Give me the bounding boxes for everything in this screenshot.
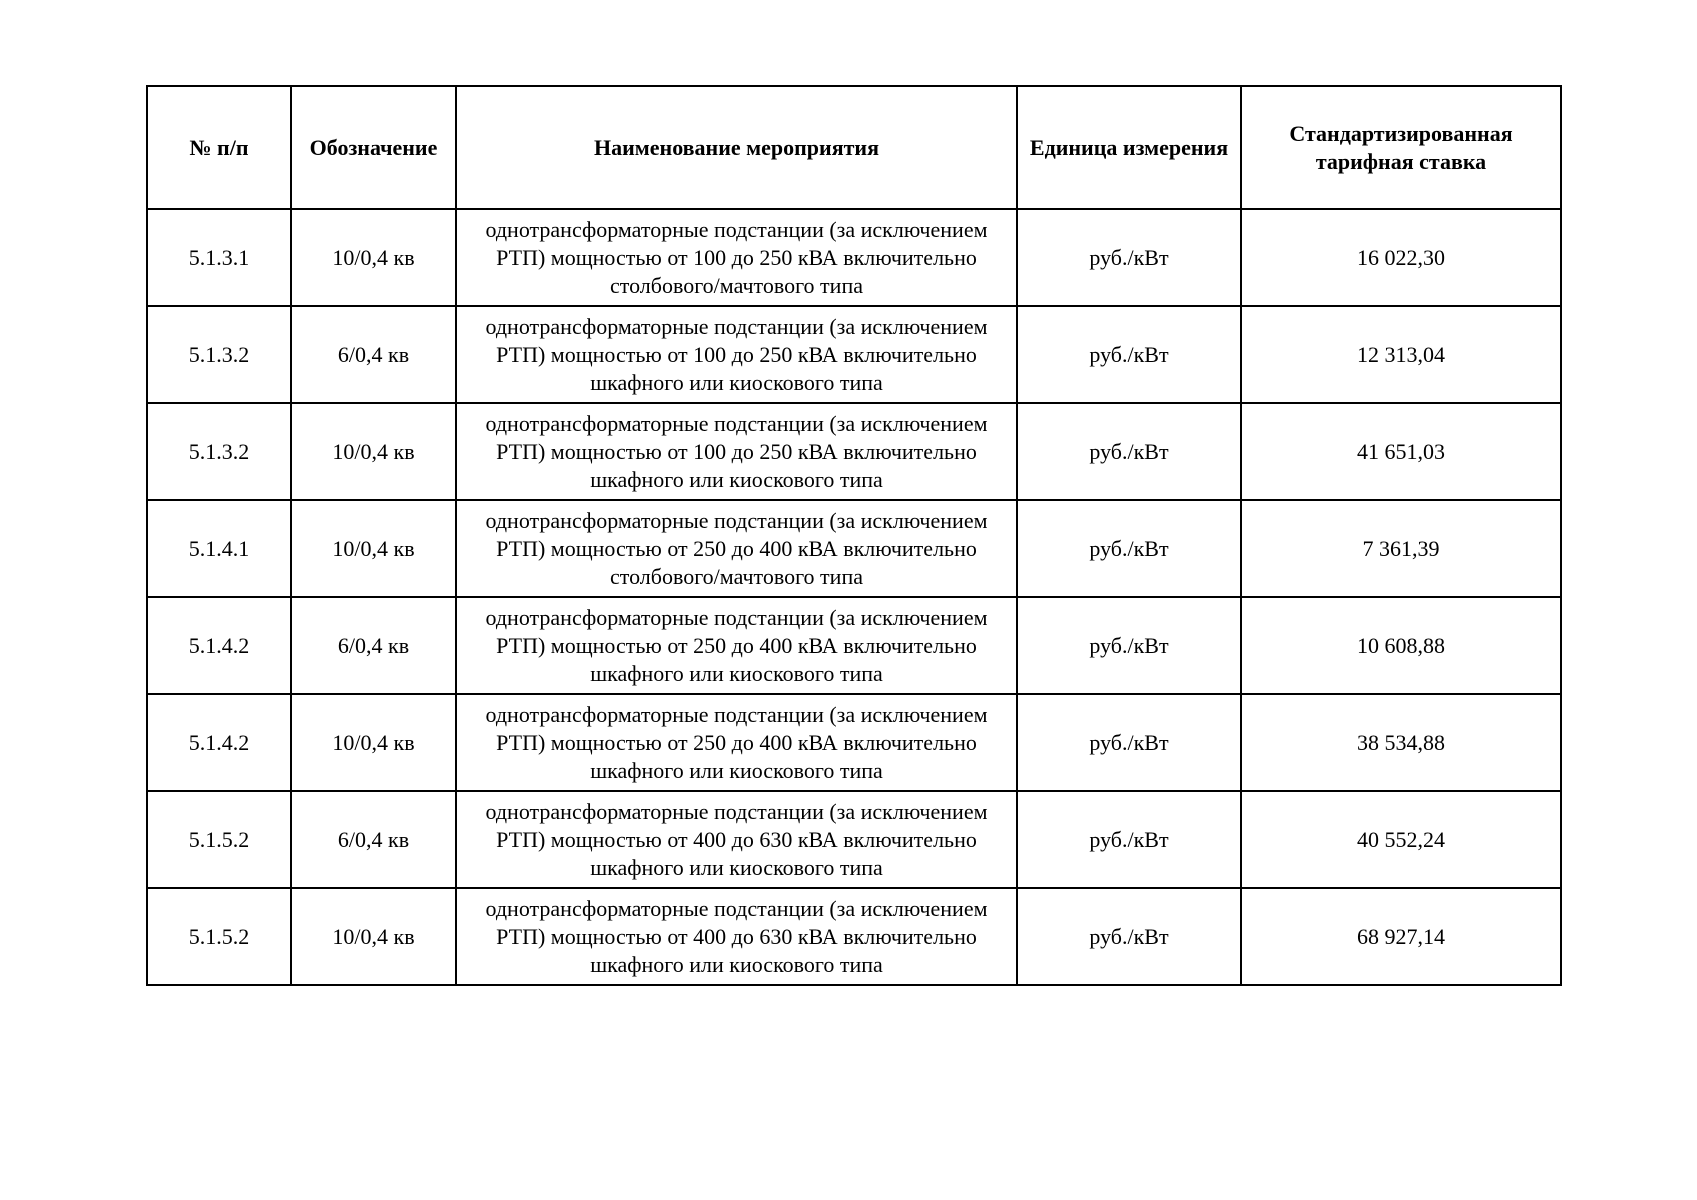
tariff-table bbox=[146, 85, 1562, 986]
cell-num: 5.1.3.2 bbox=[147, 403, 291, 500]
cell-unit: руб./кВт bbox=[1017, 306, 1241, 403]
cell-unit: руб./кВт bbox=[1017, 888, 1241, 985]
cell-name: однотрансформаторные подстанции (за исключением РТП) мощностью от 250 до 400 кВА включительно шкафного или киоскового типа bbox=[456, 694, 1017, 791]
header-row bbox=[147, 86, 1561, 209]
cell-num: 5.1.4.2 bbox=[147, 694, 291, 791]
cell-name: однотрансформаторные подстанции (за исключением РТП) мощностью от 400 до 630 кВА включительно шкафного или киоскового типа bbox=[456, 888, 1017, 985]
cell-name: однотрансформаторные подстанции (за исключением РТП) мощностью от 100 до 250 кВА включительно шкафного или киоскового типа bbox=[456, 306, 1017, 403]
table-row bbox=[147, 791, 1561, 888]
cell-unit: руб./кВт bbox=[1017, 791, 1241, 888]
cell-rate: 41 651,03 bbox=[1241, 403, 1561, 500]
table-row bbox=[147, 694, 1561, 791]
cell-unit: руб./кВт bbox=[1017, 209, 1241, 306]
cell-name: однотрансформаторные подстанции (за исключением РТП) мощностью от 250 до 400 кВА включительно столбового/мачтового типа bbox=[456, 500, 1017, 597]
header-rate: Стандартизированная тарифная ставка bbox=[1241, 86, 1561, 209]
cell-rate: 10 608,88 bbox=[1241, 597, 1561, 694]
cell-rate: 7 361,39 bbox=[1241, 500, 1561, 597]
cell-num: 5.1.3.2 bbox=[147, 306, 291, 403]
cell-unit: руб./кВт bbox=[1017, 403, 1241, 500]
cell-designation: 10/0,4 кв bbox=[291, 500, 456, 597]
cell-name: однотрансформаторные подстанции (за исключением РТП) мощностью от 100 до 250 кВА включительно столбового/мачтового типа bbox=[456, 209, 1017, 306]
header-num: № п/п bbox=[147, 86, 291, 209]
table-row bbox=[147, 306, 1561, 403]
cell-rate: 40 552,24 bbox=[1241, 791, 1561, 888]
table-row bbox=[147, 888, 1561, 985]
cell-num: 5.1.4.1 bbox=[147, 500, 291, 597]
table-row bbox=[147, 597, 1561, 694]
cell-rate: 16 022,30 bbox=[1241, 209, 1561, 306]
cell-rate: 12 313,04 bbox=[1241, 306, 1561, 403]
table-row bbox=[147, 403, 1561, 500]
cell-rate: 68 927,14 bbox=[1241, 888, 1561, 985]
cell-unit: руб./кВт bbox=[1017, 500, 1241, 597]
cell-num: 5.1.5.2 bbox=[147, 888, 291, 985]
cell-name: однотрансформаторные подстанции (за исключением РТП) мощностью от 100 до 250 кВА включительно шкафного или киоскового типа bbox=[456, 403, 1017, 500]
cell-designation: 6/0,4 кв bbox=[291, 791, 456, 888]
cell-unit: руб./кВт bbox=[1017, 597, 1241, 694]
cell-designation: 10/0,4 кв bbox=[291, 888, 456, 985]
table-header bbox=[147, 86, 1561, 209]
cell-name: однотрансформаторные подстанции (за исключением РТП) мощностью от 400 до 630 кВА включительно шкафного или киоскового типа bbox=[456, 791, 1017, 888]
cell-rate: 38 534,88 bbox=[1241, 694, 1561, 791]
cell-designation: 10/0,4 кв bbox=[291, 694, 456, 791]
cell-designation: 10/0,4 кв bbox=[291, 403, 456, 500]
cell-num: 5.1.3.1 bbox=[147, 209, 291, 306]
cell-designation: 10/0,4 кв bbox=[291, 209, 456, 306]
header-unit: Единица измерения bbox=[1017, 86, 1241, 209]
table-body bbox=[147, 209, 1561, 985]
cell-designation: 6/0,4 кв bbox=[291, 306, 456, 403]
header-designation: Обозначение bbox=[291, 86, 456, 209]
cell-num: 5.1.4.2 bbox=[147, 597, 291, 694]
table-row bbox=[147, 500, 1561, 597]
table-row bbox=[147, 209, 1561, 306]
header-name: Наименование мероприятия bbox=[456, 86, 1017, 209]
cell-name: однотрансформаторные подстанции (за исключением РТП) мощностью от 250 до 400 кВА включительно шкафного или киоскового типа bbox=[456, 597, 1017, 694]
cell-designation: 6/0,4 кв bbox=[291, 597, 456, 694]
cell-num: 5.1.5.2 bbox=[147, 791, 291, 888]
cell-unit: руб./кВт bbox=[1017, 694, 1241, 791]
